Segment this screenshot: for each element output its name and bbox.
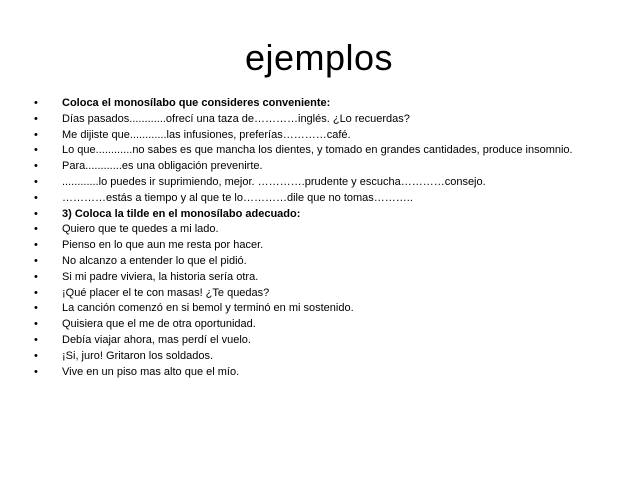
list-item [34,159,594,175]
list-item [34,222,594,238]
list-item [34,175,594,191]
list-item [34,128,594,144]
list-item-text: Quisiera que el me de otra oportunidad. [62,318,256,331]
bullet-icon: • [34,97,38,109]
list-item [34,96,594,112]
bullet-icon: • [34,349,38,362]
bullet-icon: • [34,270,38,283]
list-item-text: Pienso en lo que aun me resta por hacer. [62,239,264,252]
bullet-icon: • [34,333,38,346]
list-item [34,317,594,333]
bullet-icon: • [34,318,38,331]
list-item [34,191,594,207]
list-item-text: ¡Qué placer el te con masas! ¿Te quedas? [62,286,270,299]
list-item [34,270,594,286]
list-item [34,112,594,128]
list-item [34,254,594,270]
bullet-icon: • [34,144,38,157]
bullet-icon: • [34,223,38,236]
bullet-icon: • [34,239,38,252]
list-item-text: Debía viajar ahora, mas perdí el vuelo. [62,333,251,346]
list-item-text: Vive en un piso mas alto que el mío. [62,365,240,378]
list-item [34,349,594,365]
list-item-text: ............lo puedes ir suprimiendo, mejor. ………….prudente y escucha…………consejo. [62,175,486,188]
list-item [34,286,594,302]
list-item-text: Quiero que te quedes a mi lado. [62,223,219,236]
list-item-text: No alcanzo a entender lo que el pidió. [62,254,247,267]
bullet-icon: • [34,128,38,141]
list-item-text: Coloca el monosílabo que consideres conveniente: [62,97,331,109]
list-item [34,207,594,223]
bullet-icon: • [34,254,38,267]
list-item-text: Días pasados............ofrecí una taza de…………inglés. ¿Lo recuerdas? [62,112,410,125]
list-item [34,238,594,254]
bullet-icon: • [34,160,38,173]
list-item [34,301,594,317]
list-item-text: …………estás a tiempo y al que te lo…………dile que no tomas……….. [62,191,413,204]
list-item-text: 3) Coloca la tilde en el monosílabo adecuado: [62,207,301,220]
list-item-text: Me dijiste que............las infusiones, preferías…………café. [62,128,351,141]
bullet-icon: • [34,302,38,315]
bullet-list [34,96,594,380]
bullet-icon: • [34,191,38,204]
bullet-icon: • [34,112,38,125]
list-item-text: ¡Si, juro! Gritaron los soldados. [62,349,214,362]
list-item [34,333,594,349]
bullet-icon: • [34,286,38,299]
bullet-icon: • [34,365,38,378]
list-item-text: La canción comenzó en si bemol y terminó en mi sostenido. [62,302,354,315]
list-item [34,365,594,381]
list-item-text: Para............es una obligación prevenirte. [62,160,263,173]
bullet-icon: • [34,207,38,220]
list-item-text: Lo que............no sabes es que mancha los dientes, y tomado en grandes cantidades, produce insomnio. [62,144,573,157]
bullet-icon: • [34,175,38,188]
list-item [34,143,594,159]
list-item-text: Si mi padre viviera, la historia sería otra. [62,270,259,283]
slide-title: ejemplos [244,37,394,78]
